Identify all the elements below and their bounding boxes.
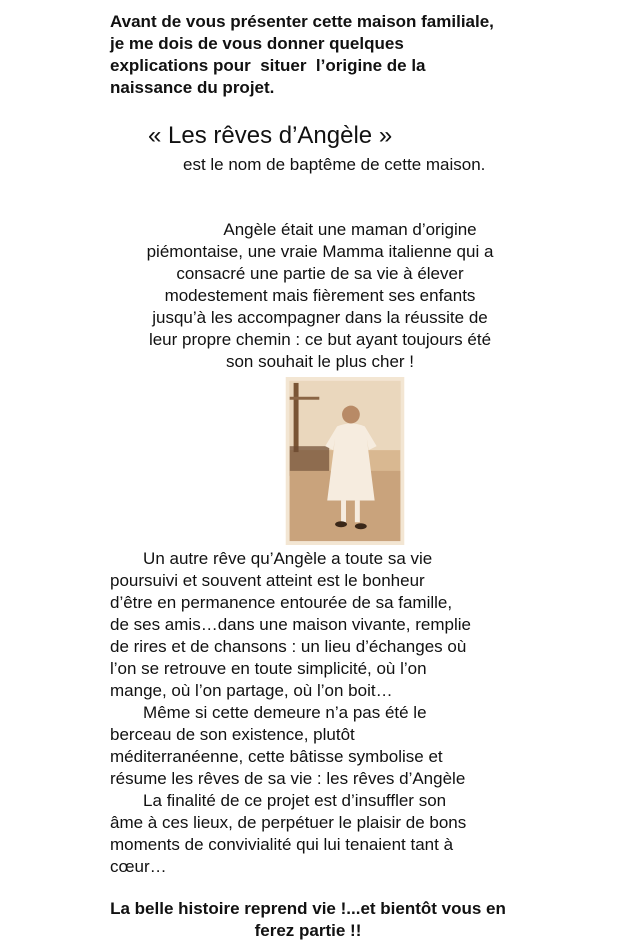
- text-line: Angèle était une maman d’origine: [223, 220, 477, 239]
- text-line: La belle histoire reprend vie !...et bientôt vous en: [110, 899, 506, 918]
- text-line: je me dois de vous donner quelques: [110, 34, 404, 53]
- text-line: d’être en permanence entourée de sa famille,: [110, 593, 453, 612]
- angele-paragraph: [100, 219, 540, 373]
- text-line: explications pour situer l’origine de la: [110, 56, 426, 75]
- text-line: Avant de vous présenter cette maison familiale,: [110, 12, 494, 31]
- text-line: jusqu’à les accompagner dans la réussite de: [152, 308, 488, 327]
- text-line: résume les rêves de sa vie : les rêves d’Angèle: [110, 769, 466, 788]
- text-line: berceau de son existence, plutôt: [110, 725, 355, 744]
- document-title: « Les rêves d’Angèle »: [148, 122, 393, 149]
- text-line: naissance du projet.: [110, 78, 275, 97]
- text-line: modestement mais fièrement ses enfants: [164, 286, 476, 305]
- text-line: de rires et de chansons : un lieu d’échanges où: [110, 637, 467, 656]
- text-line: méditerranéenne, cette bâtisse symbolise et: [110, 747, 443, 766]
- text-line: leur propre chemin : ce but ayant toujours été: [148, 330, 492, 349]
- text-line: poursuivi et souvent atteint est le bonheur: [110, 571, 425, 590]
- text-line: son souhait le plus cher !: [225, 352, 415, 371]
- text-line: l’on se retrouve en toute simplicité, où l’on: [110, 659, 427, 678]
- text-line: piémontaise, une vraie Mamma italienne qui a: [146, 242, 494, 261]
- closing-statement: [40, 898, 576, 942]
- dream-paragraph: [110, 548, 471, 878]
- text-line: La finalité de ce projet est d’insuffler son: [110, 791, 447, 810]
- text-line: de ses amis…dans une maison vivante, remplie: [110, 615, 471, 634]
- text-line: consacré une partie de sa vie à élever: [176, 264, 464, 283]
- intro-paragraph: [110, 11, 494, 99]
- text-line: Un autre rêve qu’Angèle a toute sa vie: [110, 549, 433, 568]
- text-line: Même si cette demeure n’a pas été le: [110, 703, 427, 722]
- text-line: ferez partie !!: [254, 921, 362, 940]
- text-line: moments de convivialité qui lui tenaient tant à: [110, 835, 454, 854]
- document-subtitle: est le nom de baptême de cette maison.: [183, 155, 486, 174]
- text-line: âme à ces lieux, de perpétuer le plaisir de bons: [110, 813, 467, 832]
- text-line: mange, où l’on partage, où l’on boit…: [110, 681, 393, 700]
- text-line: cœur…: [110, 857, 167, 876]
- vintage-photo-of-angele: [285, 377, 405, 545]
